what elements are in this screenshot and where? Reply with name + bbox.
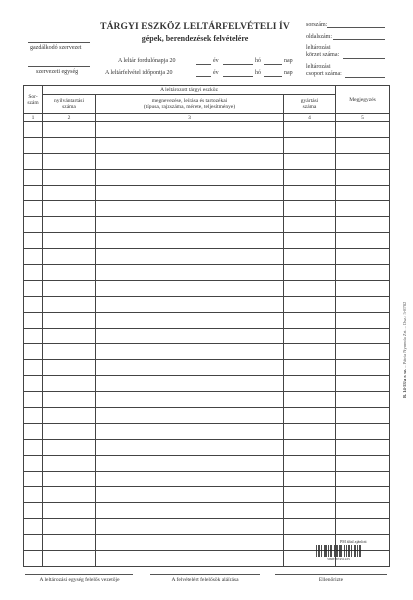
idopont-day-line[interactable] [264,76,282,77]
table-cell[interactable] [43,137,96,153]
table-row [24,280,390,296]
table-row [24,408,390,424]
table-cell[interactable] [24,376,43,392]
table-cell[interactable] [336,455,390,471]
table-cell[interactable] [43,423,96,439]
table-cell[interactable] [24,153,43,169]
table-cell[interactable] [284,217,336,233]
table-cell[interactable] [284,360,336,376]
table-row [24,328,390,344]
col-number-3: 3 [96,114,284,122]
form-subtitle: gépek, berendezések felvételére [141,34,249,43]
table-cell[interactable] [336,392,390,408]
table-cell[interactable] [24,265,43,281]
table-cell[interactable] [336,217,390,233]
table-cell[interactable] [43,122,96,138]
table-row [24,217,390,233]
table-cell[interactable] [96,122,284,138]
table-row [24,265,390,281]
fordulonap-day-line[interactable] [264,64,282,65]
table-cell[interactable] [96,344,284,360]
idopont-nap: nap [284,70,293,76]
fordulonap-nap: nap [284,58,293,64]
sorszam-line[interactable] [327,27,385,28]
table-row [24,439,390,455]
table-cell[interactable] [336,265,390,281]
table-body [24,122,390,567]
table-cell[interactable] [96,408,284,424]
table-cell[interactable] [284,137,336,153]
fordulonap-ho: hó [255,58,261,64]
csoport-label-1: leltározási [306,64,331,70]
table-cell[interactable] [24,423,43,439]
table-cell[interactable] [96,392,284,408]
table-cell[interactable] [284,185,336,201]
table-cell[interactable] [24,280,43,296]
table-cell[interactable] [96,312,284,328]
col-number-5: 5 [336,114,390,122]
table-cell[interactable] [24,217,43,233]
table-row [24,137,390,153]
szervezeti-line[interactable] [28,66,90,67]
fordulonap-ev: év [213,58,219,64]
table-cell[interactable] [24,185,43,201]
table-cell[interactable] [336,471,390,487]
gazdalkodo-label: gazdálkodó szervezet [30,45,82,51]
sorszam-label: sorszám: [306,22,328,28]
table-cell[interactable] [96,137,284,153]
table-row [24,455,390,471]
table-row [24,392,390,408]
table-cell[interactable] [96,519,284,535]
table-cell[interactable] [284,296,336,312]
idopont-year-line[interactable] [196,76,211,77]
table-cell[interactable] [24,487,43,503]
korzet-label-2: körzet száma: [306,52,340,58]
col-gyartasi-header: gyártási száma [284,95,336,114]
table-cell[interactable] [284,249,336,265]
table-row [24,376,390,392]
table-cell[interactable] [96,376,284,392]
table-cell[interactable] [336,423,390,439]
table-row [24,487,390,503]
table-cell[interactable] [96,233,284,249]
signature-line-left[interactable] [25,574,133,575]
table-cell[interactable] [336,296,390,312]
table-row [24,185,390,201]
table-cell[interactable] [96,280,284,296]
table-row [24,423,390,439]
table-cell[interactable] [96,423,284,439]
table-cell[interactable] [284,233,336,249]
idopont-label: A leltárfelvétel időpontja 20 [105,70,173,76]
table-cell[interactable] [43,535,96,551]
table-cell[interactable] [43,296,96,312]
form-title: TÁRGYI ESZKÖZ LELTÁRFELVÉTELI ÍV [100,22,290,32]
table-row [24,122,390,138]
table-row [24,169,390,185]
gazdalkodo-line[interactable] [28,42,90,43]
table-cell[interactable] [24,392,43,408]
table-cell[interactable] [336,280,390,296]
table-cell[interactable] [43,265,96,281]
table-cell[interactable] [43,487,96,503]
table-cell[interactable] [43,153,96,169]
table-cell[interactable] [96,217,284,233]
table-cell[interactable] [336,487,390,503]
table-cell[interactable] [24,169,43,185]
table-cell[interactable] [284,471,336,487]
col-nyilvantartasi-header: nyilvántartási száma [43,95,96,114]
col-number-2: 2 [43,114,96,122]
idopont-month-line[interactable] [223,76,253,77]
table-cell[interactable] [43,201,96,217]
table-cell[interactable] [336,328,390,344]
fordulonap-month-line[interactable] [223,64,253,65]
korzet-label-1: leltározási [306,45,331,51]
table-cell[interactable] [96,535,284,551]
table-cell[interactable] [96,455,284,471]
table-cell[interactable] [336,312,390,328]
table-cell[interactable] [24,344,43,360]
table-cell[interactable] [24,137,43,153]
signature-label-left: A leltározási egység felelős vezetője [39,577,120,583]
table-cell[interactable] [96,487,284,503]
signature-label-middle: A felvételért felelősök aláírása [171,577,239,583]
table-cell[interactable] [24,551,43,567]
szervezeti-label: szervezeti egység [36,69,79,75]
table-cell[interactable] [284,312,336,328]
table-cell[interactable] [43,551,96,567]
table-cell[interactable] [43,392,96,408]
table-cell[interactable] [24,455,43,471]
korzet-line[interactable] [343,58,385,59]
fordulonap-label: A leltár fordulónapja 20 [118,58,176,64]
table-cell[interactable] [43,312,96,328]
table-cell[interactable] [43,376,96,392]
table-cell[interactable] [284,169,336,185]
table-cell[interactable] [284,392,336,408]
table-cell[interactable] [96,328,284,344]
table-cell[interactable] [336,376,390,392]
table-cell[interactable] [24,535,43,551]
table-cell[interactable] [336,519,390,535]
table-cell[interactable] [24,249,43,265]
table-cell[interactable] [24,296,43,312]
table-row [24,233,390,249]
table-cell[interactable] [24,122,43,138]
table-row [24,360,390,376]
pm-note: PM által ajánlott [340,539,367,544]
table-cell[interactable] [43,185,96,201]
table-row [24,153,390,169]
table-cell[interactable] [96,439,284,455]
table-cell[interactable] [284,519,336,535]
table-cell[interactable] [43,471,96,487]
table-cell[interactable] [96,201,284,217]
table-cell[interactable] [43,328,96,344]
table-cell[interactable] [96,471,284,487]
table-cell[interactable] [336,169,390,185]
table-cell[interactable] [284,122,336,138]
group-header: A leltározott tárgyi eszköz [43,86,336,95]
table-cell[interactable] [336,344,390,360]
table-cell[interactable] [284,487,336,503]
table-cell[interactable] [96,265,284,281]
table-cell[interactable] [43,503,96,519]
table-cell[interactable] [43,217,96,233]
table-cell[interactable] [284,265,336,281]
table-cell[interactable] [336,122,390,138]
table-cell[interactable] [43,519,96,535]
table-cell[interactable] [43,169,96,185]
table-cell[interactable] [24,360,43,376]
table-cell[interactable] [96,185,284,201]
table-cell[interactable] [284,328,336,344]
table-cell[interactable] [96,169,284,185]
col-sorszam-header: Sor- szám [24,86,43,114]
table-cell[interactable] [336,201,390,217]
table-row [24,344,390,360]
barcode-icon [316,545,361,557]
table-cell[interactable] [43,455,96,471]
publisher-side-text: B. 14-53/a r. sz. – Pátria Nyomda Zrt. – Dsz.: 5-8782 [402,301,407,398]
table-cell[interactable] [24,328,43,344]
signature-line-middle[interactable] [150,574,260,575]
table-cell[interactable] [284,423,336,439]
table-cell[interactable] [336,137,390,153]
col-number-4: 4 [284,114,336,122]
table-cell[interactable] [24,519,43,535]
table-cell[interactable] [43,249,96,265]
table-cell[interactable] [284,408,336,424]
inventory-table [23,85,390,567]
table-cell[interactable] [284,153,336,169]
table-cell[interactable] [336,503,390,519]
table-cell[interactable] [24,312,43,328]
table-cell[interactable] [96,153,284,169]
table-cell[interactable] [336,153,390,169]
table-cell[interactable] [96,249,284,265]
table-cell[interactable] [284,280,336,296]
signature-label-right: Ellenőrizte [318,577,344,583]
table-cell[interactable] [43,344,96,360]
table-cell[interactable] [96,296,284,312]
signature-line-right[interactable] [275,574,387,575]
table-cell[interactable] [284,201,336,217]
col-megjegyzes-header: Megjegyzés [336,86,390,114]
table-cell[interactable] [24,201,43,217]
col-number-1: 1 [24,114,43,122]
table-cell[interactable] [43,360,96,376]
table-cell[interactable] [336,439,390,455]
table-cell[interactable] [284,376,336,392]
table-row [24,249,390,265]
oldalszam-label: oldalszám: [306,34,332,40]
table-cell[interactable] [336,360,390,376]
csoport-line[interactable] [345,77,385,78]
csoport-label-2: csoport száma: [306,71,342,77]
idopont-ho: hó [255,70,261,76]
table-cell[interactable] [336,249,390,265]
table-cell[interactable] [24,471,43,487]
table-cell[interactable] [24,408,43,424]
barcode-digits: 5998767451225 [327,557,350,561]
table-cell[interactable] [284,455,336,471]
table-cell[interactable] [284,503,336,519]
table-row [24,503,390,519]
table-cell[interactable] [284,439,336,455]
table-row [24,296,390,312]
idopont-ev: év [213,70,219,76]
table-row [24,519,390,535]
table-cell[interactable] [24,503,43,519]
table-cell[interactable] [43,408,96,424]
table-row [24,471,390,487]
table-cell[interactable] [43,439,96,455]
table-cell[interactable] [284,344,336,360]
col-megnevezes-header: megnevezése, leírása és tartozékai (típusa, rajzszáma, mérete, teljesítménye) [96,95,284,114]
table-row [24,201,390,217]
oldalszam-line[interactable] [333,39,385,40]
table-cell[interactable] [43,233,96,249]
table-cell[interactable] [96,551,284,567]
table-cell[interactable] [96,360,284,376]
table-cell[interactable] [336,185,390,201]
fordulonap-year-line[interactable] [196,64,211,65]
table-cell[interactable] [43,280,96,296]
table-cell[interactable] [24,233,43,249]
table-cell[interactable] [96,503,284,519]
table-cell[interactable] [336,233,390,249]
table-row [24,312,390,328]
table-cell[interactable] [336,408,390,424]
table-cell[interactable] [24,439,43,455]
